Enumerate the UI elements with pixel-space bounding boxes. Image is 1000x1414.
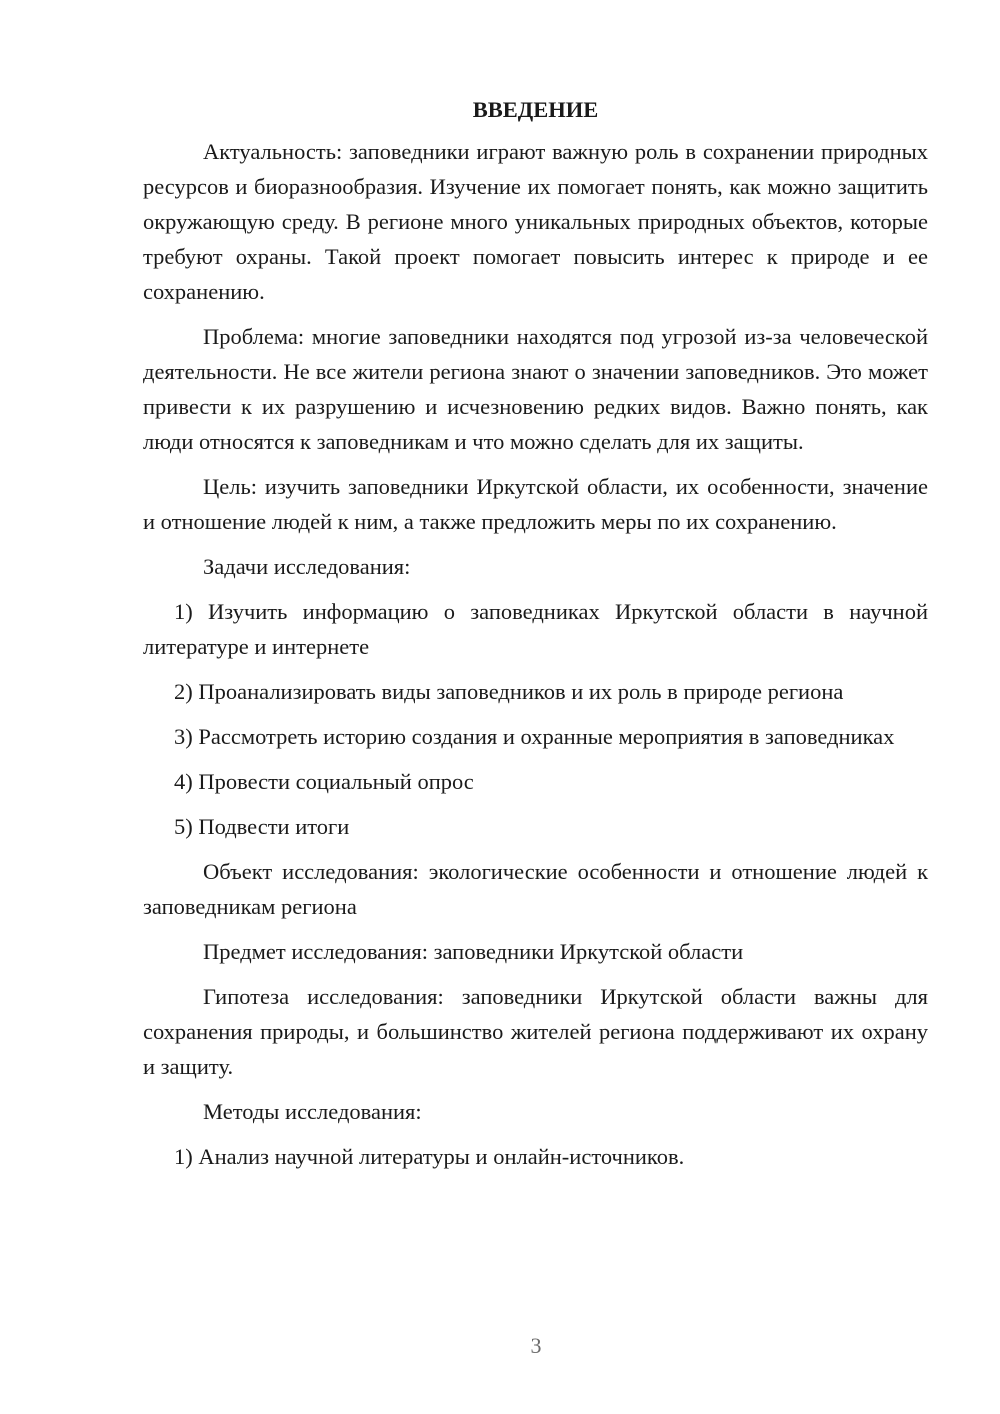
paragraph-goal: Цель: изучить заповедники Иркутской области, их особенности, значение и отношение людей к ним, а также предложить меры по их сохранению. [143,474,928,534]
task-item: 1) Изучить информацию о заповедниках Иркутской области в научной литературе и интернете [143,599,928,659]
task-item: 5) Подвести итоги [174,814,350,839]
paragraph-object: Объект исследования: экологические особенности и отношение людей к заповедникам региона [143,859,928,919]
task-item: 4) Провести социальный опрос [174,769,474,794]
methods-heading: Методы исследования: [203,1099,422,1124]
paragraph-subject: Предмет исследования: заповедники Иркутской области [203,939,744,964]
task-item: 3) Рассмотреть историю создания и охранные мероприятия в заповедниках [174,724,895,749]
task-item: 2) Проанализировать виды заповедников и их роль в природе региона [174,679,844,704]
document-body [143,92,928,1184]
paragraph-problem: Проблема: многие заповедники находятся под угрозой из-за человеческой деятельности. Не все жители региона знают о значении заповедников. Это может привести к их разрушению и исчезновению редких видов. Важно понять, как люди относятся к заповедникам и что можно сделать для их защиты. [143,324,928,454]
tasks-heading: Задачи исследования: [203,554,411,579]
paragraph-relevance: Актуальность: заповедники играют важную роль в сохранении природных ресурсов и биоразнообразия. Изучение их помогает понять, как можно защитить окружающую среду. В регионе много уникальных природных объектов, которые требуют охраны. Такой проект помогает повысить интерес к природе и ее сохранению. [143,139,928,304]
section-title: ВВЕДЕНИЕ [472,97,599,122]
method-item: 1) Анализ научной литературы и онлайн-источников. [174,1144,685,1169]
page-number: 3 [530,1333,542,1358]
paragraph-hypothesis: Гипотеза исследования: заповедники Иркутской области важны для сохранения природы, и большинство жителей региона поддерживают их охрану и защиту. [143,984,928,1079]
